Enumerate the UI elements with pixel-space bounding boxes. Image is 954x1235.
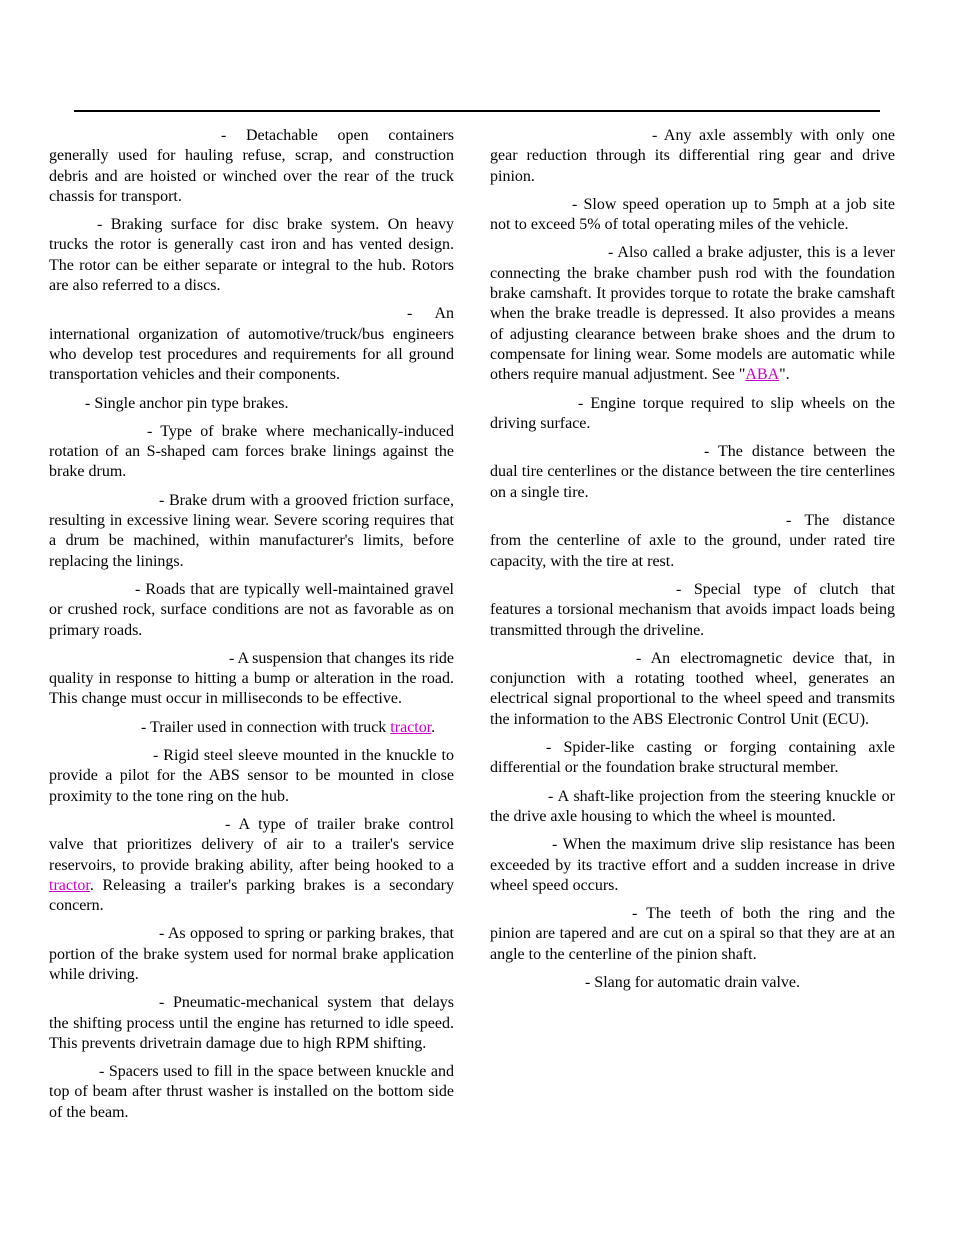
- cross-reference-link[interactable]: tractor: [390, 718, 432, 736]
- cross-reference-link[interactable]: ABA: [745, 366, 780, 384]
- definition-text: - Special type of clutch that features a torsional mechanism that avoids impact loads being transmitted through the driveline.: [490, 580, 895, 639]
- definition-text: - An international organization of automotive/truck/bus engineers who develop test procedures and requirements for all ground transportation vehicles and their components.: [49, 305, 454, 384]
- glossary-entry: [49, 718, 454, 738]
- glossary-entry: [49, 746, 454, 807]
- definition-text-tail: .: [431, 718, 436, 736]
- definition-text: - Spider-like casting or forging containing axle differential or the foundation brake structural member.: [490, 739, 895, 777]
- glossary-entry: [490, 195, 895, 236]
- glossary-entry: [490, 904, 895, 965]
- definition-text: - Roads that are typically well-maintained gravel or crushed rock, surface conditions are not as favorable as on primary roads.: [49, 580, 454, 639]
- definition-text: - Slang for automatic drain valve.: [584, 973, 801, 991]
- definition-text: - Type of brake where mechanically-induced rotation of an S-shaped cam forces brake linings against the brake drum.: [49, 422, 454, 481]
- definition-text: - Engine torque required to slip wheels on the driving surface.: [490, 394, 895, 432]
- definition-text: - Single anchor pin type brakes.: [85, 394, 289, 412]
- definition-text: - The distance from the centerline of axle to the ground, under rated tire capacity, with the tire at rest.: [490, 512, 895, 570]
- glossary-entry: [49, 304, 454, 385]
- definition-text: - When the maximum drive slip resistance has been exceeded by its tractive effort and a sudden increase in drive wheel speed occurs.: [490, 836, 895, 894]
- glossary-entry: [490, 649, 895, 730]
- definition-text: - Pneumatic-mechanical system that delays the shifting process until the engine has returned to idle speed. This prevents drivetrain damage due to high RPM shifting.: [49, 994, 454, 1052]
- definition-text: - Detachable open containers generally used for hauling refuse, scrap, and construction debris and are hoisted or winched over the rear of the truck chassis for transport.: [49, 127, 454, 205]
- definition-text: - As opposed to spring or parking brakes, that portion of the brake system used for normal brake application while driving.: [49, 925, 454, 983]
- definition-text-tail: ".: [779, 366, 790, 384]
- header-rule: [74, 110, 880, 112]
- glossary-entry: [490, 126, 895, 187]
- definition-text: - Spacers used to fill in the space between knuckle and top of beam after thrust washer is installed on the bottom side of the beam.: [49, 1063, 454, 1121]
- glossary-entry: [49, 815, 454, 916]
- glossary-entry: [490, 394, 895, 435]
- glossary-entry: [49, 126, 454, 207]
- glossary-entry: [490, 787, 895, 828]
- glossary-column-left: [49, 126, 454, 1131]
- definition-text: - An electromagnetic device that, in conjunction with a rotating toothed wheel, generates an electrical signal proportional to the wheel speed and transmits the information to the ABS Electronic Control Unit (ECU).: [490, 649, 895, 728]
- definition-text: - A shaft-like projection from the steering knuckle or the drive axle housing to which the wheel is mounted.: [490, 787, 895, 825]
- definition-text: - Any axle assembly with only one gear reduction through its differential ring gear and drive pinion.: [490, 127, 895, 185]
- glossary-entry: [490, 243, 895, 385]
- glossary-entry: [49, 924, 454, 985]
- glossary-entry: [490, 580, 895, 641]
- glossary-entry: [490, 738, 895, 779]
- glossary-entry: [490, 511, 895, 572]
- definition-text-tail: . Releasing a trailer's parking brakes is a secondary concern.: [49, 876, 454, 915]
- definition-text: - The distance between the dual tire centerlines or the distance between the tire centerlines on a single tire.: [490, 443, 895, 501]
- glossary-entry: [49, 215, 454, 296]
- glossary-entry: [490, 973, 895, 993]
- glossary-entry: [49, 580, 454, 641]
- glossary-column-right: [490, 126, 895, 1001]
- glossary-entry: [49, 1062, 454, 1123]
- glossary-entry: [49, 993, 454, 1054]
- cross-reference-link[interactable]: tractor: [49, 876, 90, 894]
- definition-text: - Slow speed operation up to 5mph at a job site not to exceed 5% of total operating miles of the vehicle.: [490, 195, 895, 234]
- glossary-entry: [490, 442, 895, 503]
- definition-text: - A type of trailer brake control valve that prioritizes delivery of air to a trailer's service reservoirs, to provide braking ability, after being hooked to a: [49, 815, 454, 874]
- glossary-entry: [49, 649, 454, 710]
- definition-text: - Brake drum with a grooved friction surface, resulting in excessive lining wear. Severe scoring requires that a drum be machined, within manufacturer's limits, before replacing the linings.: [49, 491, 454, 570]
- glossary-entry: [49, 422, 454, 483]
- definition-text: - Also called a brake adjuster, this is a lever connecting the brake chamber push rod with the foundation brake camshaft. It provides torque to rotate the brake camshaft when the brake treadle is depressed. It also provides a means of adjusting clearance between brake shoes and the drum to compensate for lining wear. Some models are automatic while others require manual adjustment. See ": [490, 244, 895, 384]
- definition-text: - A suspension that changes its ride quality in response to hitting a bump or alteration in the road. This change must occur in milliseconds to be effective.: [49, 649, 454, 708]
- definition-text: - Rigid steel sleeve mounted in the knuckle to provide a pilot for the ABS sensor to be mounted in close proximity to the tone ring on the hub.: [49, 747, 454, 805]
- glossary-entry: [490, 835, 895, 896]
- definition-text: - The teeth of both the ring and the pinion are tapered and are cut on a spiral so that they are at an angle to the centerline of the pinion shaft.: [490, 905, 895, 963]
- glossary-entry: [49, 394, 454, 414]
- glossary-entry: [49, 491, 454, 572]
- definition-text: - Trailer used in connection with truck: [141, 718, 391, 736]
- definition-text: - Braking surface for disc brake system. On heavy trucks the rotor is generally cast iron and has vented design. The rotor can be either separate or integral to the hub. Rotors are also referred to a discs.: [49, 216, 454, 295]
